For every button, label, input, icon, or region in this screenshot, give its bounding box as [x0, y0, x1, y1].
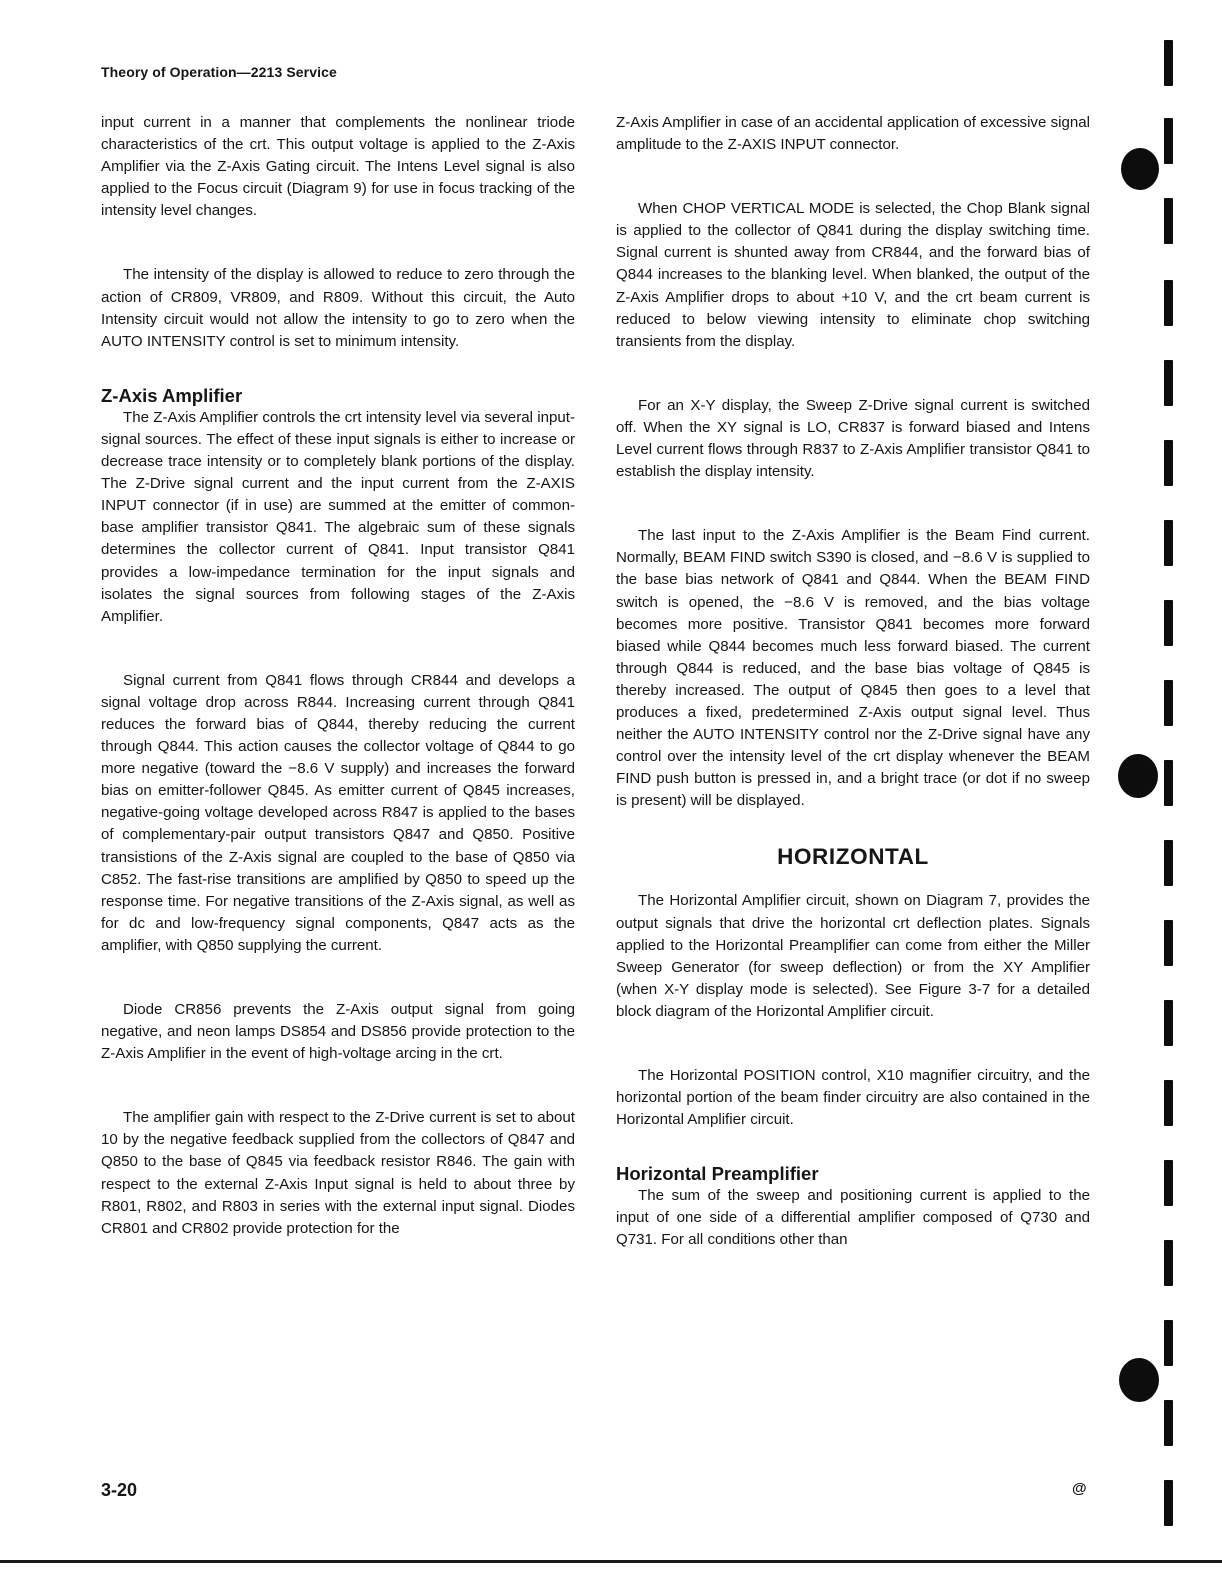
binder-mark [1164, 360, 1173, 406]
binder-mark [1164, 760, 1173, 806]
bottom-rule [0, 1560, 1222, 1563]
left-column-paragraph: Signal current from Q841 flows through CR844 and develops a signal voltage drop across R844. Increasing current through Q841 reduces the forward bias of Q844, thereby reducing the current through Q844. This action causes the collector voltage of Q844 to go more negative (toward the −8.6 V supply) and increases the forward bias on emitter-follower Q845. As emitter current of Q845 increases, negative-going voltage developed across R847 is applied to the bases of complementary-pair output transistors Q847 and Q850. Positive transistions of the Z-Axis signal are coupled to the base of Q850 via C852. The fast-rise transitions are amplified by Q850 to speed up the response time. For negative transitions of the Z-Axis signal, as well as for dc and low-frequency signal components, Q847 acts as the amplifier, with Q850 supplying the current. [101, 671, 575, 954]
left-column-paragraph: The intensity of the display is allowed to reduce to zero through the action of CR809, VR809, and R809. Without this circuit, the Auto Intensity circuit would not allow the intensity to go to zero when the AUTO INTENSITY control is set to minimum intensity. [101, 266, 575, 350]
spacer [101, 1065, 575, 1107]
binder-mark [1164, 440, 1173, 486]
left-column-paragraph: The amplifier gain with respect to the Z-Drive current is set to about 10 by the negative feedback supplied from the collectors of Q847 and Q850 to the base of Q845 via feedback resistor R846. The gain with respect to the external Z-Axis Input signal is held to about three by R801, R802, and R803 in series with the external input signal. Diodes CR801 and CR802 provide protection for the [101, 1109, 575, 1237]
binder-mark [1164, 1160, 1173, 1206]
spacer [616, 870, 1090, 890]
spacer [101, 222, 575, 264]
binder-mark [1164, 680, 1173, 726]
spacer [616, 353, 1090, 395]
binder-mark [1164, 280, 1173, 326]
binder-mark [1164, 1400, 1173, 1446]
right-column-paragraph: The Horizontal POSITION control, X10 magnifier circuitry, and the horizontal portion of the beam finder circuitry are also contained in the Horizontal Amplifier circuit. [616, 1067, 1090, 1129]
binder-hole [1121, 148, 1159, 190]
spacer [616, 812, 1090, 844]
spacer [616, 1023, 1090, 1065]
binder-mark [1164, 1320, 1173, 1366]
right-column-paragraph: For an X-Y display, the Sweep Z-Drive signal current is switched off. When the XY signal is LO, CR837 is forward biased and Intens Level current flows through R837 to Z-Axis Amplifier transistor Q841 to establish the display intensity. [616, 396, 1090, 481]
binder-mark [1164, 1080, 1173, 1126]
left-column-paragraph: input current in a manner that complements the nonlinear triode characteristics of the crt. This output voltage is applied to the Z-Axis Amplifier via the Z-Axis Gating circuit. The Intens Level signal is also applied to the Focus circuit (Diagram 9) for use in focus tracking of the intensity level changes. [101, 114, 575, 220]
right-column-paragraph: The Horizontal Amplifier circuit, shown on Diagram 7, provides the output signals that drive the horizontal crt deflection plates. Signals applied to the Horizontal Preamplifier can come from either the Miller Sweep Generator (for sweep deflection) or from the XY Amplifier (when X-Y display mode is selected). See Figure 3-7 for a detailed block diagram of the Horizontal Amplifier circuit. [616, 892, 1090, 1020]
binder-mark [1164, 840, 1173, 886]
right-column-paragraph: The last input to the Z-Axis Amplifier is the Beam Find current. Normally, BEAM FIND switch S390 is closed, and −8.6 V is supplied to the base bias network of Q841 and Q844. When the BEAM FIND switch is opened, the −8.6 V is removed, and the bias voltage becomes more positive. Transistor Q841 becomes more forward biased while Q844 becomes much less forward biased. The current through Q844 is reduced, and the base bias voltage of Q845 is thereby increased. The output of Q845 then goes to a level that produces a fixed, predetermined Z-Axis output signal level. Thus neither the AUTO INTENSITY control nor the Z-Drive signal have any control over the intensity level of the crt display whenever the BEAM FIND push button is pressed in, and a bright trace (or dot if no sweep is present) will be displayed. [616, 527, 1090, 810]
binder-mark [1164, 118, 1173, 164]
binder-mark [1164, 198, 1173, 244]
spacer [101, 628, 575, 670]
running-header: Theory of Operation—2213 Service [101, 64, 337, 80]
binder-mark [1164, 520, 1173, 566]
right-column-paragraph: Z-Axis Amplifier in case of an accidental application of excessive signal amplitude to the Z-AXIS INPUT connector. [616, 114, 1091, 154]
spacer [101, 957, 575, 999]
left-column-paragraph: The Z-Axis Amplifier controls the crt intensity level via several input-signal sources. The effect of these input signals is either to increase or decrease trace intensity or to completely blank portions of the display. The Z-Drive signal current and the input current from the Z-AXIS INPUT connector (if in use) are summed at the emitter of common-base amplifier transistor Q841. The algebraic sum of these signals determines the collector current of Q841. Input transistor Q841 provides a low-impedance termination for the input signals and isolates the signal sources from following stages of the Z-Axis Amplifier. [101, 408, 575, 625]
page-number: 3-20 [101, 1480, 138, 1500]
spacer [101, 353, 575, 385]
binder-hole [1119, 1358, 1159, 1402]
left-column [101, 112, 575, 1240]
left-column-paragraph: Diode CR856 prevents the Z-Axis output signal from going negative, and neon lamps DS854 and DS856 provide protection to the Z-Axis Amplifier in the event of high-voltage arcing in the crt. [101, 1001, 575, 1063]
binder-mark [1164, 920, 1173, 966]
spacer [616, 156, 1090, 198]
binder-hole [1118, 754, 1158, 798]
right-column-paragraph: When CHOP VERTICAL MODE is selected, the Chop Blank signal is applied to the collector of Q841 during the display switching time. Signal current is shunted away from CR844, and the forward bias of Q844 increases to the blanking level. When blanked, the output of the Z-Axis Amplifier drops to about +10 V, and the crt beam current is reduced to below viewing intensity to eliminate chop switching transients from the display. [616, 200, 1090, 350]
chapter-heading: HORIZONTAL [777, 844, 929, 870]
right-column [616, 112, 1090, 1252]
right-column-paragraph: The sum of the sweep and positioning current is applied to the input of one side of a differential amplifier composed of Q730 and Q731. For all conditions other than [616, 1187, 1090, 1249]
spacer [616, 1131, 1090, 1163]
binder-mark [1164, 600, 1173, 646]
binder-mark [1164, 1240, 1173, 1286]
section-heading: Z-Axis Amplifier [101, 384, 243, 406]
section-heading: Horizontal Preamplifier [616, 1163, 819, 1185]
spacer [616, 483, 1090, 525]
footer-symbol: @ [1072, 1480, 1087, 1497]
binder-mark [1164, 1000, 1173, 1046]
binder-mark [1164, 1480, 1173, 1526]
binder-mark [1164, 40, 1173, 86]
